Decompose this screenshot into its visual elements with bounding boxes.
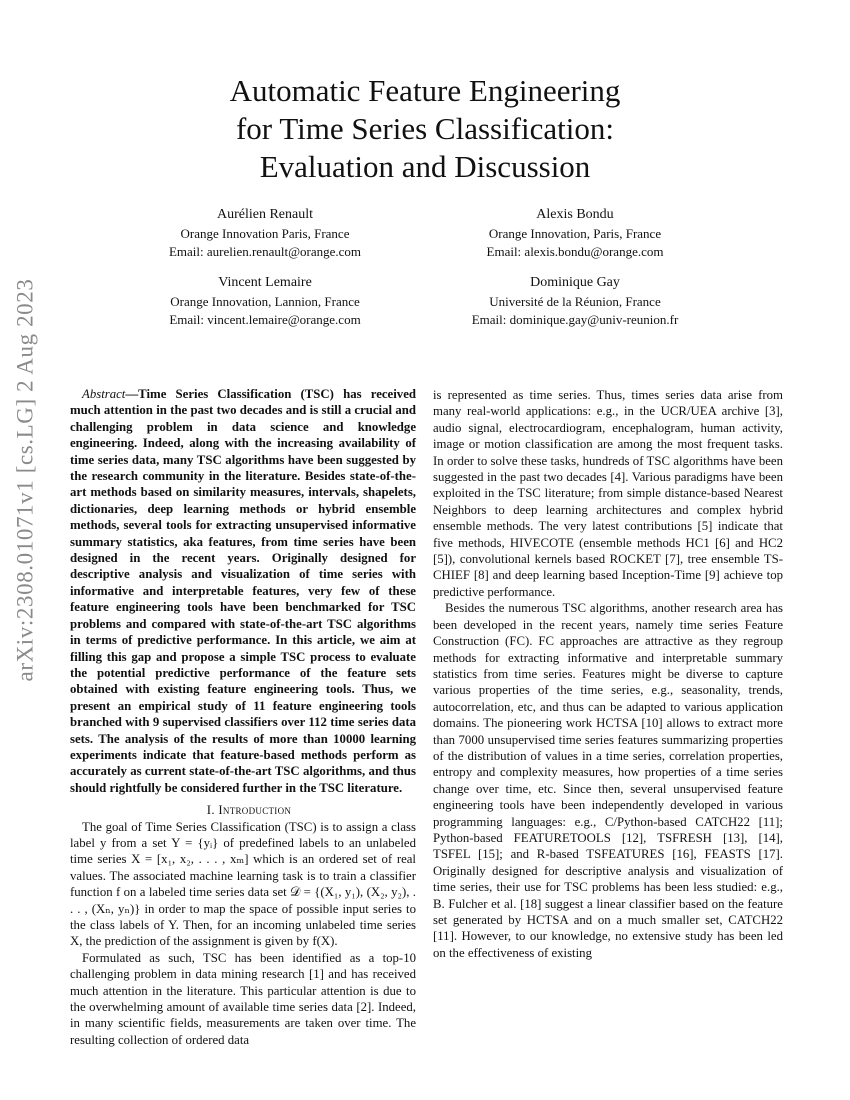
author-affiliation: Orange Innovation, Lannion, France — [170, 294, 360, 309]
author-block-bondu — [450, 206, 700, 261]
author-email: Email: vincent.lemaire@orange.com — [169, 312, 361, 327]
paper-title — [100, 72, 750, 186]
author-name: Vincent Lemaire — [218, 275, 312, 290]
author-affiliation: Orange Innovation Paris, France — [180, 226, 350, 241]
right-column — [433, 387, 783, 961]
body-paragraph: The goal of Time Series Classification (TSC) is to assign a class label y from a set Y = {yᵢ} of predefined labels to an unlabeled time series X = [x₁, x₂, . . . , xₘ] which is an ordered set of real values. The associated machine learning task is to train a classifier function f on a labeled time series data set 𝒟 = {(X₁, y₁), (X₂, y₂), . . . , (Xₙ, yₙ)} in order to map the space of possible input series to the class labels of Y. Then, for an incoming unlabeled time series X, the prediction of the assignment is given by f(X). — [70, 819, 416, 949]
author-block-lemaire — [140, 274, 390, 329]
section-heading-introduction: I. Introduction — [206, 803, 292, 818]
author-email: Email: aurelien.renault@orange.com — [168, 244, 362, 259]
body-paragraph: is represented as time series. Thus, times series data arise from many real-world applications: e.g., in the UCR/UEA archive [3], audio signal, electrocardiogram, encephalogram, human activity, image or motion classification are among the most frequent tasks. In order to solve these tasks, hundreds of TSC algorithms have been suggested in the past two decades [4]. Various paradigms have been exploited in the TSC literature; from simple distance-based Nearest Neighbors to deep learning architectures and complex hybrid ensemble methods. The very latest contributions [5] indicate that five methods, HIVECOTE (ensemble methods HC1 [6] and HC2 [5]), convolutional kernels based ROCKET [7], tree ensemble TS-CHIEF [8] and deep learning based Inception-Time [9] achieve top predictive performance. — [433, 388, 783, 599]
arxiv-identifier — [0, 278, 50, 682]
left-column — [70, 386, 416, 1048]
title-line: Evaluation and Discussion — [259, 149, 591, 184]
body-paragraph: Formulated as such, TSC has been identified as a top-10 challenging problem in data mining research [1] and has received much attention in the literature. This particular attention is due to the overwhelming amount of available time series data [2]. Indeed, in many scientific fields, measurements are taken over time. The resulting collection of ordered data — [70, 950, 416, 1047]
abstract-label: Abstract — [82, 387, 126, 401]
title-line: Automatic Feature Engineering — [229, 73, 621, 108]
author-email: Email: dominique.gay@univ-reunion.fr — [471, 312, 679, 327]
abstract — [70, 386, 416, 796]
author-block-gay — [430, 274, 720, 329]
author-affiliation: Université de la Réunion, France — [489, 294, 661, 309]
author-name: Aurélien Renault — [216, 207, 314, 222]
author-affiliation: Orange Innovation, Paris, France — [488, 226, 662, 241]
title-line: for Time Series Classification: — [235, 111, 614, 146]
author-block-renault — [140, 206, 390, 261]
author-name: Dominique Gay — [530, 275, 620, 290]
author-email: Email: alexis.bondu@orange.com — [486, 244, 664, 259]
author-name: Alexis Bondu — [536, 207, 614, 222]
abstract-text: —Time Series Classification (TSC) has received much attention in the past two decades and is still a crucial and challenging problem in data science and knowledge engineering. Indeed, along with the increasing availability of time series data, many TSC algorithms have been suggested by the research community in the literature. Besides state-of-the-art methods based on similarity measures, intervals, shapelets, dictionaries, deep learning methods or hybrid ensemble methods, several tools for extracting unsupervised informative summary statistics, aka features, from time series have been designed in the recent years. Originally designed for descriptive analysis and visualization of time series with informative and interpretable features, very few of these feature engineering tools have been benchmarked for TSC problems and compared with state-of-the-art TSC algorithms in terms of predictive performance. In this article, we aim at filling this gap and propose a simple TSC process to evaluate the potential predictive performance of the feature sets obtained with existing feature engineering tools. Thus, we present an empirical study of 11 feature engineering tools branched with 9 supervised classifiers over 112 time series data sets. The analysis of the results of more than 10000 learning experiments indicate that feature-based methods perform as accurately as current state-of-the-art TSC algorithms, and thus should rightfully be considered further in the TSC literature. — [70, 387, 416, 795]
body-paragraph: Besides the numerous TSC algorithms, another research area has been developed in the recent years, namely time series Feature Construction (FC). FC approaches are attractive as they regroup methods for extracting informative and interpretable summary statistics from time series. Features might be diverse to capture various properties of the time series, e.g., seasonality, trends, autocorrelation, etc, and thus can be adapted to various application domains. The pioneering work HCTSA [10] allows to extract more than 7000 unsupervised time series features summarizing properties of the distribution of values in a time series, correlation properties, entropy and complexity measures, how properties of a time series change over time, etc. Since then, several unsupervised feature engineering tools have been independently developed in various programming languages: e.g., C/Python-based CATCH22 [11]; Python-based FEATURETOOLS [12], TSFRESH [13], [14], TSFEL [15]; and R-based TSFEATURES [16], FEASTS [17]. Originally designed for descriptive analysis and visualization of time series, their use for TSC problems has been less studied: e.g., B. Fulcher et al. [18] suggest a linear classifier based on the feature set generated by HCTSA and on a much smaller set, CATCH22 [11]. However, to our knowledge, no extensive study has been led on the effectiveness of existing — [433, 601, 783, 960]
arxiv-id-text: arXiv:2308.01071v1 [cs.LG] 2 Aug 2023 — [12, 278, 37, 682]
